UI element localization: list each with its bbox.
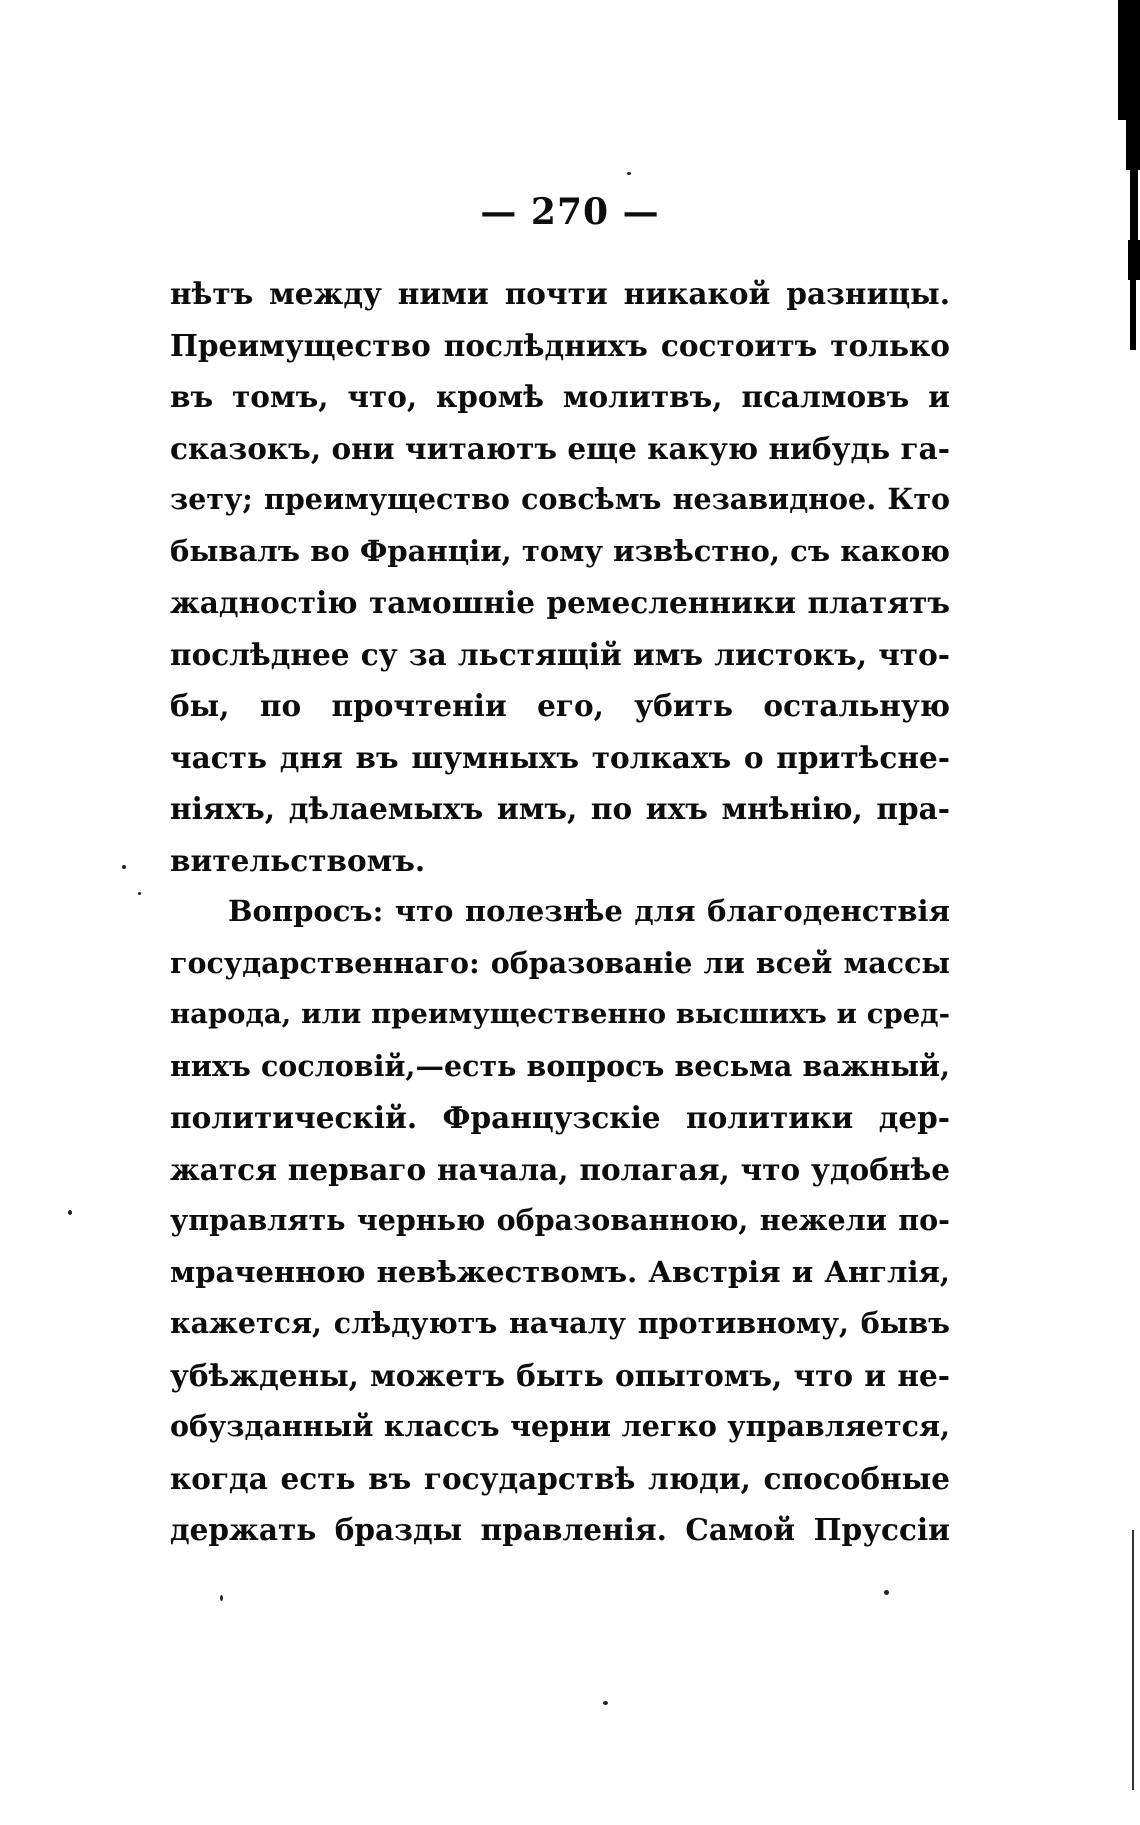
body-text [170, 268, 950, 1556]
text-line: послѣднее су за льстящій имъ листокъ, что- [170, 636, 950, 672]
text-line: зету; преимущество совсѣмъ незавидное. Кто [170, 482, 950, 516]
text-line: вительствомъ. [170, 842, 426, 878]
text-line: управлять чернью образованною, нежели по- [170, 1203, 950, 1237]
scan-speck [68, 1210, 72, 1215]
text-line: государственнаго: образованіе ли всей массы [170, 945, 950, 980]
text-line: нихъ сословій,—есть вопросъ весьма важный, [170, 1048, 950, 1083]
text-line: жатся перваго начала, полагая, что удобнѣе [170, 1151, 950, 1187]
text-line: сказокъ, они читаютъ еще какую нибудь га- [170, 430, 950, 466]
scan-speck [884, 1590, 889, 1595]
binding-edge-shadow [1110, 0, 1140, 360]
text-line: политическій. Французскіе политики дер- [170, 1100, 950, 1135]
text-line: держать бразды правленія. Самой Пруссіи [170, 1512, 950, 1547]
text-line: когда есть въ государствѣ люди, способные [170, 1460, 950, 1496]
text-line: жадностію тамошніе ремесленники платятъ [170, 585, 950, 620]
scan-speck [603, 1701, 608, 1705]
text-line: убѣждены, можетъ быть опытомъ, что и не- [170, 1357, 950, 1393]
text-line: кажется, слѣдуютъ началу противному, бывъ [170, 1306, 950, 1340]
text-line: Преимущество послѣднихъ состоитъ только [170, 327, 950, 363]
text-line: бы, по прочтеніи его, убить остальную [170, 688, 950, 723]
text-line: обузданный классъ черни легко управляется, [170, 1409, 950, 1443]
text-line: ніяхъ, дѣлаемыхъ имъ, по ихъ мнѣнію, пра- [170, 791, 950, 826]
scan-speck [122, 865, 126, 869]
text-line: мраченною невѣжествомъ. Австрія и Англія, [170, 1254, 950, 1289]
text-line: бывалъ во Франціи, тому извѣстно, съ какою [170, 533, 950, 568]
text-line: въ томъ, что, кромѣ молитвъ, псалмовъ и [170, 379, 950, 414]
page-edge-line [1132, 1530, 1134, 1790]
page-number: — 270 — [480, 191, 660, 233]
scan-speck [220, 1595, 223, 1601]
text-line: часть дня въ шумныхъ толкахъ о притѣсне- [170, 739, 950, 775]
text-line: народа, или преимущественно высшихъ и сред- [170, 998, 950, 1030]
scan-speck [627, 172, 631, 175]
text-line: нѣтъ между ними почти никакой разницы. [170, 276, 950, 311]
scan-speck [138, 892, 141, 895]
text-line: Вопросъ: что полезнѣе для благоденствія [228, 894, 950, 928]
